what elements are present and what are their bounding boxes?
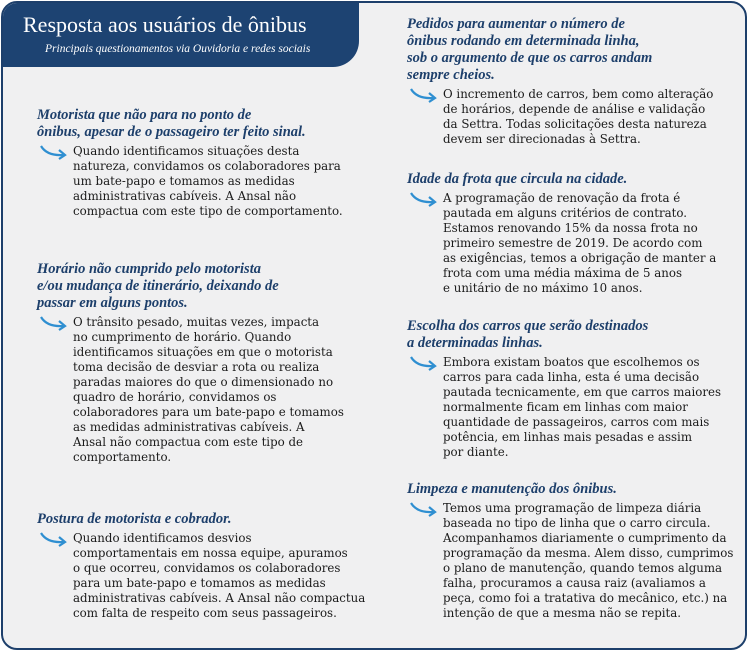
answer: Embora existam boatos que escolhemos os carros para cada linha, esta é uma decisão pautada tecnicamente, em que carros maiores normalmente ficam em linhas com maior quantidade de passageiros, carros com mais potência, em linhas mais pesadas e assim por diante. [407, 355, 737, 460]
question: Escolha dos carros que serão destinados a determinadas linhas. [407, 318, 649, 351]
question: Horário não cumprido pelo motorista e/ou mudança de itinerário, deixando de passar em alguns pontos. [37, 261, 279, 311]
answer: A programação de renovação da frota é pautada em alguns critérios de contrato. Estamos renovando 15% da nossa frota no primeiro semestre de 2019. De acordo com as exigências, temos a obrigação de manter a frota com uma média máxima de 5 anos e unitário de no máximo 10 anos. [407, 191, 737, 296]
banner-title: Resposta aos usuários de ônibus [23, 12, 307, 37]
question: Limpeza e manutenção dos ônibus. [407, 481, 617, 497]
faq-item-cleaning-maintenance [407, 481, 737, 621]
faq-item-staff-behavior [37, 511, 367, 621]
question: Pedidos para aumentar o número de ônibus rodando em determinada linha, sob o argumento de que os carros andam sempre cheios. [407, 16, 653, 83]
question: Motorista que não para no ponto de ônibus, apesar de o passageiro ter feito sinal. [37, 107, 306, 140]
banner-subtitle: Principais questionamentos via Ouvidoria e redes sociais [45, 43, 311, 55]
faq-item-schedule-not-met [37, 261, 367, 465]
faq-item-bus-not-stopping [37, 107, 367, 219]
question: Idade da frota que circula na cidade. [407, 171, 628, 187]
answer: O incremento de carros, bem como alteração de horários, depende de análise e validação da Settra. Todas solicitações desta natureza devem ser direcionadas à Settra. [407, 87, 737, 147]
faq-item-fleet-age [407, 171, 737, 296]
curved-arrow-icon [39, 143, 69, 161]
answer: Temos uma programação de limpeza diária baseada no tipo de linha que o carro circula. Acompanhamos diariamente o cumprimento da programação da mesma. Alem disso, cumprimos o plano de manutenção, quando temos alguma falha, procuramos a causa raiz (avaliamos a peça, como foi a tratativa do mecânico, etc.) na intenção de que a mesma não se repita. [407, 501, 737, 621]
curved-arrow-icon [409, 500, 439, 518]
curved-arrow-icon [409, 86, 439, 104]
curved-arrow-icon [39, 314, 69, 332]
faq-item-more-buses [407, 16, 737, 147]
answer: Quando identificamos desvios comportamentais em nossa equipe, apuramos o que ocorreu, convidamos os colaboradores para um bate-papo e tomamos as medidas administrativas cabíveis. A Ansal não compactua com falta de respeito com seus passageiros. [37, 531, 367, 621]
answer: O trânsito pesado, muitas vezes, impacta no cumprimento de horário. Quando identificamos situações em que o motorista toma decisão de desviar a rota ou realiza paradas maiores do que o dimensionado no quadro de horário, convidamos os colaboradores para um bate-papo e tomamos as medidas administrativas cabíveis. A Ansal não compactua com este tipo de comportamento. [37, 315, 367, 465]
question: Postura de motorista e cobrador. [37, 511, 232, 527]
info-panel [1, 1, 747, 650]
curved-arrow-icon [409, 190, 439, 208]
curved-arrow-icon [409, 354, 439, 372]
faq-item-vehicle-allocation [407, 318, 737, 460]
header-banner [3, 3, 359, 67]
curved-arrow-icon [39, 530, 69, 548]
answer: Quando identificamos situações desta natureza, convidamos os colaboradores para um bate-papo e tomamos as medidas administrativas cabíveis. A Ansal não compactua com este tipo de comportamento. [37, 144, 367, 219]
